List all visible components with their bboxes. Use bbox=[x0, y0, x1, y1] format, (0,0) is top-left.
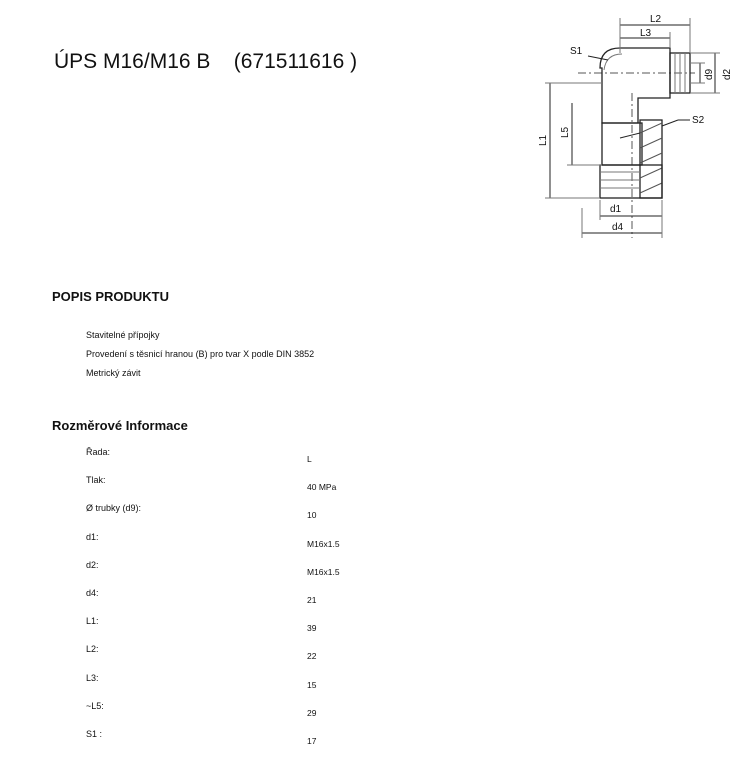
label-d1: d1 bbox=[610, 204, 622, 215]
spec-value: 21 bbox=[307, 594, 317, 605]
spec-label: d1: bbox=[86, 531, 99, 542]
page-title: ÚPS M16/M16 B (671511616 ) bbox=[54, 50, 358, 73]
label-L5: L5 bbox=[560, 126, 571, 138]
spec-value: L bbox=[307, 454, 312, 464]
spec-value: 39 bbox=[307, 623, 317, 634]
product-description bbox=[86, 326, 314, 383]
spec-label: L1: bbox=[86, 616, 99, 627]
spec-value: 22 bbox=[307, 651, 317, 662]
spec-value: 10 bbox=[307, 510, 317, 521]
label-S2: S2 bbox=[692, 115, 705, 126]
spec-value: M16x1.5 bbox=[307, 538, 340, 549]
spec-label: Řada: bbox=[86, 447, 111, 457]
spec-value: 29 bbox=[307, 707, 317, 718]
spec-label: d4: bbox=[86, 587, 99, 598]
spec-value: 15 bbox=[307, 679, 317, 690]
label-S1: S1 bbox=[570, 46, 583, 57]
fitting-technical-drawing bbox=[520, 8, 745, 243]
spec-label: d2: bbox=[86, 559, 99, 570]
spec-label: ~L5: bbox=[86, 700, 104, 711]
dimension-info-heading: Rozměrové Informace bbox=[52, 418, 188, 433]
label-d4: d4 bbox=[612, 222, 624, 233]
spec-label: L2: bbox=[86, 644, 99, 655]
label-L2: L2 bbox=[650, 14, 662, 25]
spec-value: 17 bbox=[307, 735, 317, 746]
spec-label: Ø trubky (d9): bbox=[86, 503, 142, 514]
product-description-heading: POPIS PRODUKTU bbox=[52, 289, 170, 304]
label-d2: d2 bbox=[722, 68, 733, 80]
description-line: Provedení s těsnicí hranou (B) pro tvar X podle DIN 3852 bbox=[86, 349, 315, 359]
spec-label: L3: bbox=[86, 672, 99, 683]
spec-value: 40 MPa bbox=[307, 482, 337, 493]
spec-value: M16x1.5 bbox=[307, 566, 340, 577]
description-line: Metrický závit bbox=[86, 368, 141, 378]
spec-label: Tlak: bbox=[86, 475, 106, 486]
label-L1: L1 bbox=[538, 134, 549, 146]
label-L3: L3 bbox=[640, 28, 652, 39]
spec-label: S1 : bbox=[86, 728, 103, 739]
description-line: Stavitelné přípojky bbox=[86, 330, 160, 340]
label-d9: d9 bbox=[704, 68, 715, 80]
